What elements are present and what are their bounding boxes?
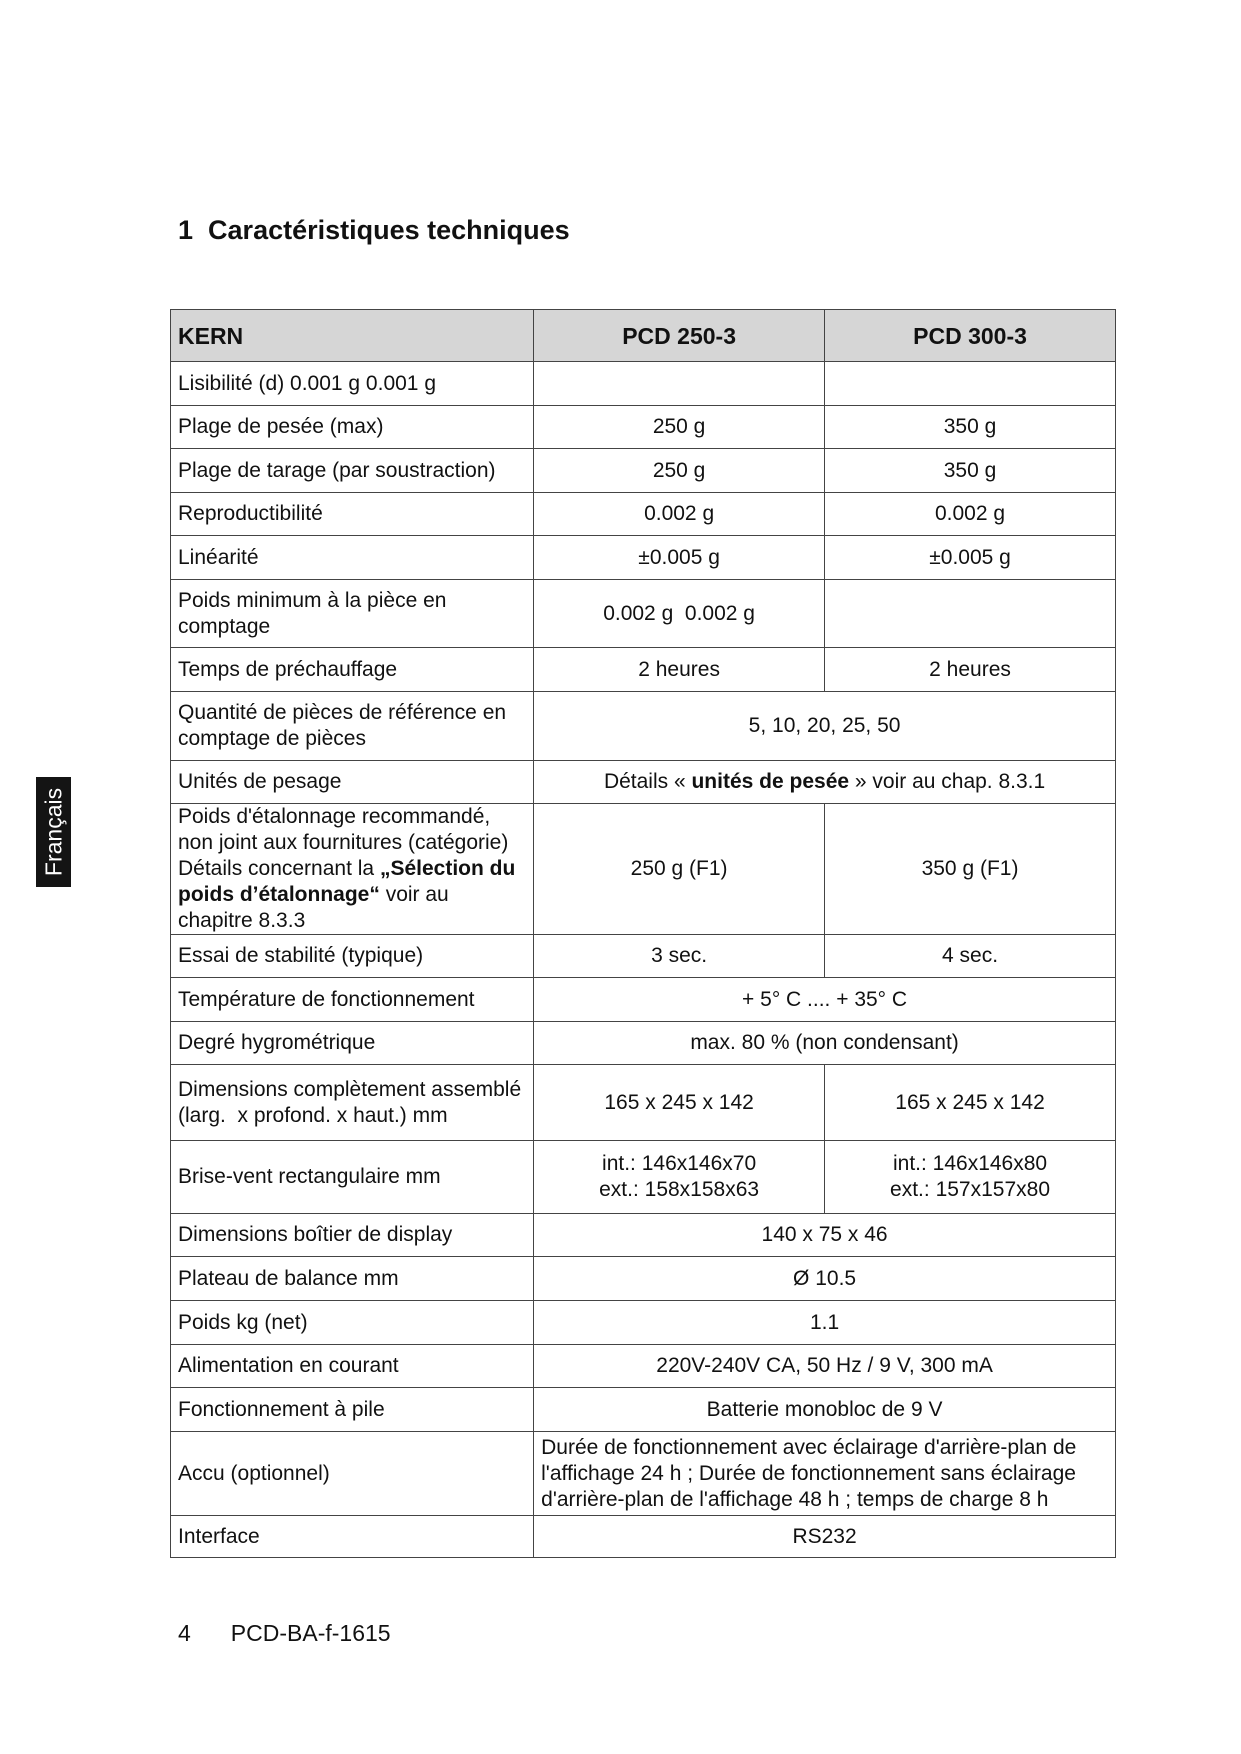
table-row — [171, 580, 1116, 648]
calibration-label-2: voir au chapitre 8.3.3 — [178, 883, 449, 932]
table-row — [171, 1022, 1116, 1065]
row-value: ±0.005 g — [534, 536, 825, 580]
header-model-1: PCD 250-3 — [534, 310, 825, 362]
language-side-tab — [36, 777, 71, 887]
table-row — [171, 1388, 1116, 1432]
row-label: Accu (optionnel) — [171, 1432, 534, 1516]
row-value: 250 g — [534, 406, 825, 449]
table-row — [171, 1214, 1116, 1257]
table-row — [171, 536, 1116, 580]
row-value: 2 heures — [534, 648, 825, 692]
table-row — [171, 1065, 1116, 1141]
row-label: Unités de pesage — [171, 761, 534, 804]
table-row — [171, 406, 1116, 449]
row-label: Dimensions complètement assemblé (larg. x profond. x haut.) mm — [171, 1065, 534, 1141]
row-label: Quantité de pièces de référence en comptage de pièces — [171, 692, 534, 761]
windshield-int-1: int.: 146x146x70 — [602, 1152, 757, 1175]
windshield-ext-2: ext.: 157x157x80 — [890, 1178, 1050, 1201]
units-suffix: » voir au chap. 8.3.1 — [849, 770, 1046, 793]
language-label: Français — [40, 787, 66, 877]
row-label: Temps de préchauffage — [171, 648, 534, 692]
section-number: 1 — [178, 215, 194, 245]
table-row — [171, 935, 1116, 978]
row-value: 0.002 g 0.002 g — [534, 580, 825, 648]
row-label: Brise-vent rectangulaire mm — [171, 1141, 534, 1214]
row-label: Alimentation en courant — [171, 1345, 534, 1388]
row-label: Essai de stabilité (typique) — [171, 935, 534, 978]
table-row — [171, 1345, 1116, 1388]
row-label: Degré hygrométrique — [171, 1022, 534, 1065]
table-header-row — [171, 310, 1116, 362]
row-label: Interface — [171, 1516, 534, 1558]
document-code: PCD-BA-f-1615 — [230, 1620, 391, 1646]
row-value: 0.002 g — [534, 493, 825, 536]
table-row — [171, 493, 1116, 536]
row-label — [171, 804, 534, 935]
row-label: Lisibilité (d) 0.001 g 0.001 g — [171, 362, 534, 406]
row-value: 140 x 75 x 46 — [534, 1214, 1116, 1257]
table-row — [171, 1301, 1116, 1345]
row-value: 1.1 — [534, 1301, 1116, 1345]
row-value-empty — [825, 580, 1116, 648]
units-bold: unités de pesée — [691, 770, 850, 793]
row-value: 250 g (F1) — [534, 804, 825, 935]
table-row — [171, 1257, 1116, 1301]
row-value: 165 x 245 x 142 — [825, 1065, 1116, 1141]
row-value: Durée de fonctionnement avec éclairage d'arrière-plan de l'affichage 24 h ; Durée de fonctionnement sans éclairage d'arrière-plan de l'affichage 48 h ; temps de charge 8 h — [534, 1432, 1116, 1516]
row-value: 250 g — [534, 449, 825, 493]
row-value: 350 g — [825, 449, 1116, 493]
row-value: 2 heures — [825, 648, 1116, 692]
spec-table — [170, 309, 1116, 1558]
row-value: Batterie monobloc de 9 V — [534, 1388, 1116, 1432]
page-footer — [178, 1620, 391, 1647]
row-value: 0.002 g — [825, 493, 1116, 536]
row-value: 350 g (F1) — [825, 804, 1116, 935]
row-value: 3 sec. — [534, 935, 825, 978]
table-row — [171, 1516, 1116, 1558]
row-label: Température de fonctionnement — [171, 978, 534, 1022]
row-value-empty — [825, 362, 1116, 406]
table-row — [171, 1432, 1116, 1516]
section-title — [178, 215, 570, 246]
row-label: Plage de tarage (par soustraction) — [171, 449, 534, 493]
row-label: Plage de pesée (max) — [171, 406, 534, 449]
row-value-empty — [534, 362, 825, 406]
row-label: Linéarité — [171, 536, 534, 580]
row-value — [534, 1141, 825, 1214]
row-label: Fonctionnement à pile — [171, 1388, 534, 1432]
row-label: Dimensions boîtier de display — [171, 1214, 534, 1257]
windshield-ext-1: ext.: 158x158x63 — [599, 1178, 760, 1201]
windshield-int-2: int.: 146x146x80 — [892, 1152, 1048, 1175]
row-value: 165 x 245 x 142 — [534, 1065, 825, 1141]
table-row — [171, 449, 1116, 493]
table-row — [171, 362, 1116, 406]
row-value — [534, 761, 1116, 804]
table-row — [171, 692, 1116, 761]
row-value: 5, 10, 20, 25, 50 — [534, 692, 1116, 761]
row-label: Reproductibilité — [171, 493, 534, 536]
units-prefix: Détails « — [603, 770, 692, 793]
calibration-label-bold: „Sélection du poids d’étalonnage“ — [178, 857, 516, 906]
table-row — [171, 1141, 1116, 1214]
row-value: 4 sec. — [825, 935, 1116, 978]
row-value: 220V-240V CA, 50 Hz / 9 V, 300 mA — [534, 1345, 1116, 1388]
row-value — [825, 1141, 1116, 1214]
row-label: Poids minimum à la pièce en comptage — [171, 580, 534, 648]
row-value: 350 g — [825, 406, 1116, 449]
table-row — [171, 804, 1116, 935]
calibration-label-1: Poids d'étalonnage recommandé, non joint aux fournitures (catégorie) Détails concernant la — [178, 805, 509, 880]
section-title-text: Caractéristiques techniques — [208, 215, 570, 245]
row-value: max. 80 % (non condensant) — [534, 1022, 1116, 1065]
header-model-2: PCD 300-3 — [825, 310, 1116, 362]
row-value: + 5° C .... + 35° C — [534, 978, 1116, 1022]
row-value: ±0.005 g — [825, 536, 1116, 580]
page-number: 4 — [178, 1620, 191, 1646]
table-row — [171, 978, 1116, 1022]
row-value: RS232 — [534, 1516, 1116, 1558]
table-row — [171, 761, 1116, 804]
row-value: Ø 10.5 — [534, 1257, 1116, 1301]
row-label: Plateau de balance mm — [171, 1257, 534, 1301]
header-brand: KERN — [171, 310, 534, 362]
row-label: Poids kg (net) — [171, 1301, 534, 1345]
table-row — [171, 648, 1116, 692]
